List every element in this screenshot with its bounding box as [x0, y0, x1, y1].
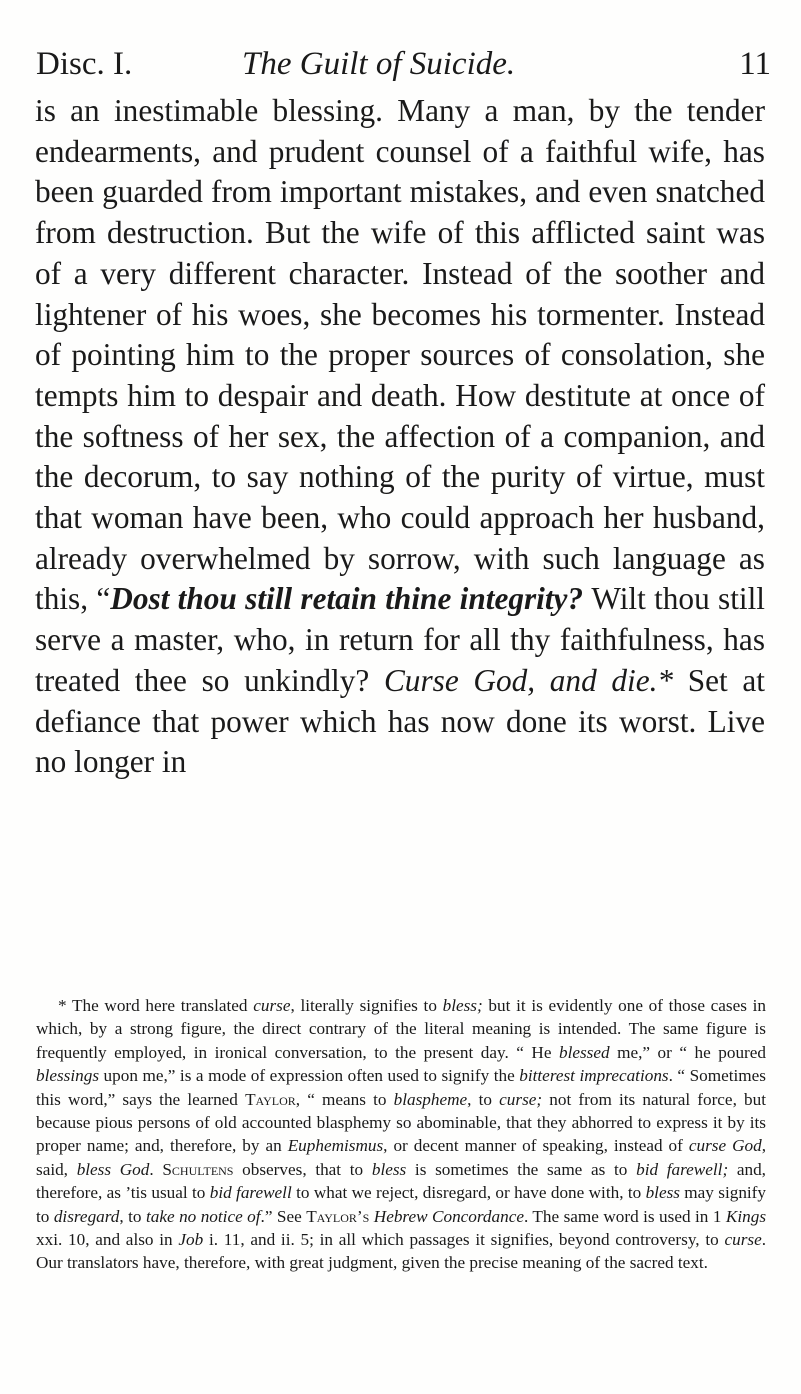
text-run: Set at defiance that power which has now done its worst. Live no longer in: [35, 662, 766, 780]
fn-run: upon me,” is a mode of expression often used to signify the: [99, 1066, 520, 1086]
fn-run: , “ means to: [295, 1089, 394, 1109]
fn-run: to what we reject, disregard, or have done with, to: [291, 1183, 646, 1203]
fn-run: but it is evidently one of those cases in which, by a strong figure, the direct contrary of the literal meaning is intended. The same figure is frequently employed, in ironical conversation, to the present day. “ He: [36, 996, 766, 1062]
body-paragraph: [35, 91, 765, 783]
fn-italic: Euphemismus: [287, 1136, 384, 1156]
fn-run: not from its natural force, but because pious persons of old accounted blasphemy so abominable, that they abhorred to express it by its proper name; and, therefore, by an: [36, 1089, 766, 1156]
fn-italic: curse: [724, 1230, 762, 1250]
fn-italic: bless God: [76, 1159, 150, 1179]
fn-run: * The word here translated: [58, 996, 254, 1015]
footnote-paragraph: [36, 994, 766, 1275]
fn-author-name: Taylor’s: [306, 1206, 370, 1226]
fn-italic: bless: [371, 1159, 407, 1179]
fn-run: . Our translators have, therefore, with great judgment, given the precise meaning of the sacred text.: [36, 1230, 766, 1273]
fn-run: .” See: [260, 1206, 307, 1226]
fn-run: , to: [119, 1206, 146, 1226]
fn-run: , literally signifies to: [290, 996, 443, 1015]
page-number: 11: [739, 46, 771, 82]
fn-run: i. 11, and ii. 5; in all which passages it signifies, beyond controversy, to: [203, 1230, 725, 1250]
fn-run: . “ Sometimes this word,” says the learned: [36, 1066, 766, 1109]
fn-italic: bid farewell: [209, 1183, 292, 1203]
fn-italic: bless;: [442, 996, 483, 1015]
fn-italic: Hebrew Concordance: [373, 1206, 524, 1226]
fn-italic: bless: [645, 1183, 680, 1203]
running-title: The Guilt of Suicide.: [242, 46, 516, 82]
fn-italic: blessed: [559, 1042, 610, 1062]
fn-run: . The same word is used in 1: [523, 1206, 726, 1226]
fn-author-name: Schultens: [162, 1159, 234, 1179]
fn-run: may signify to: [36, 1183, 767, 1226]
fn-italic: Kings: [725, 1206, 767, 1226]
fn-run: , or decent manner of speaking, instead of: [383, 1136, 689, 1156]
fn-italic: blessings: [36, 1066, 100, 1086]
fn-run: .: [149, 1159, 163, 1179]
body-text: [35, 91, 765, 783]
fn-run: observes, that to: [233, 1159, 372, 1179]
footnote: [36, 994, 766, 1275]
fn-run: and, therefore, as ’tis usual to: [36, 1159, 766, 1203]
fn-italic: curse God: [688, 1136, 762, 1156]
text-run: Wilt thou still serve a master, who, in return for all thy faithfulness, has treated thee so unkindly?: [35, 581, 765, 698]
fn-italic: bid farewell;: [636, 1159, 729, 1179]
fn-author-name: Taylor: [245, 1089, 296, 1109]
text-run: is an inestimable blessing. Many a man, by the tender endearments, and prudent counsel of a faithful wife, has been guarded from important mistakes, and even snatched from destruction. But the wife of this afflicted saint was of a very different character. Instead of the soother and lightener of his woes, she becomes his tormenter. Instead of pointing him to the proper sources of consolation, she tempts him to despair and death. How destitute at once of the softness of her sex, the affection of a companion, and the decorum, to say nothing of the purity of virtue, must that woman have been, who could approach her husband, already overwhelmed by sorrow, with such language as this, “: [35, 93, 765, 617]
fn-run: xxi. 10, and also in: [36, 1230, 179, 1250]
fn-run: , to: [467, 1089, 500, 1109]
fn-italic: blaspheme: [393, 1089, 468, 1109]
fn-run: me,” or “ he poured: [609, 1042, 766, 1062]
italic-quote: Dost thou still retain thine integrity?: [110, 581, 592, 617]
fn-italic: curse;: [499, 1089, 543, 1109]
fn-italic: disregard: [53, 1206, 120, 1226]
fn-run: , said,: [36, 1136, 766, 1179]
discourse-number: Disc. I.: [36, 46, 133, 82]
fn-run: is sometimes the same as to: [406, 1159, 637, 1179]
italic-quote: Curse God, and die.*: [383, 662, 674, 698]
running-header: [36, 44, 771, 84]
fn-italic: Job: [178, 1230, 204, 1250]
fn-italic: bitterest imprecations: [519, 1066, 669, 1086]
fn-italic: take no notice of: [145, 1206, 261, 1226]
fn-italic: curse: [253, 996, 291, 1015]
